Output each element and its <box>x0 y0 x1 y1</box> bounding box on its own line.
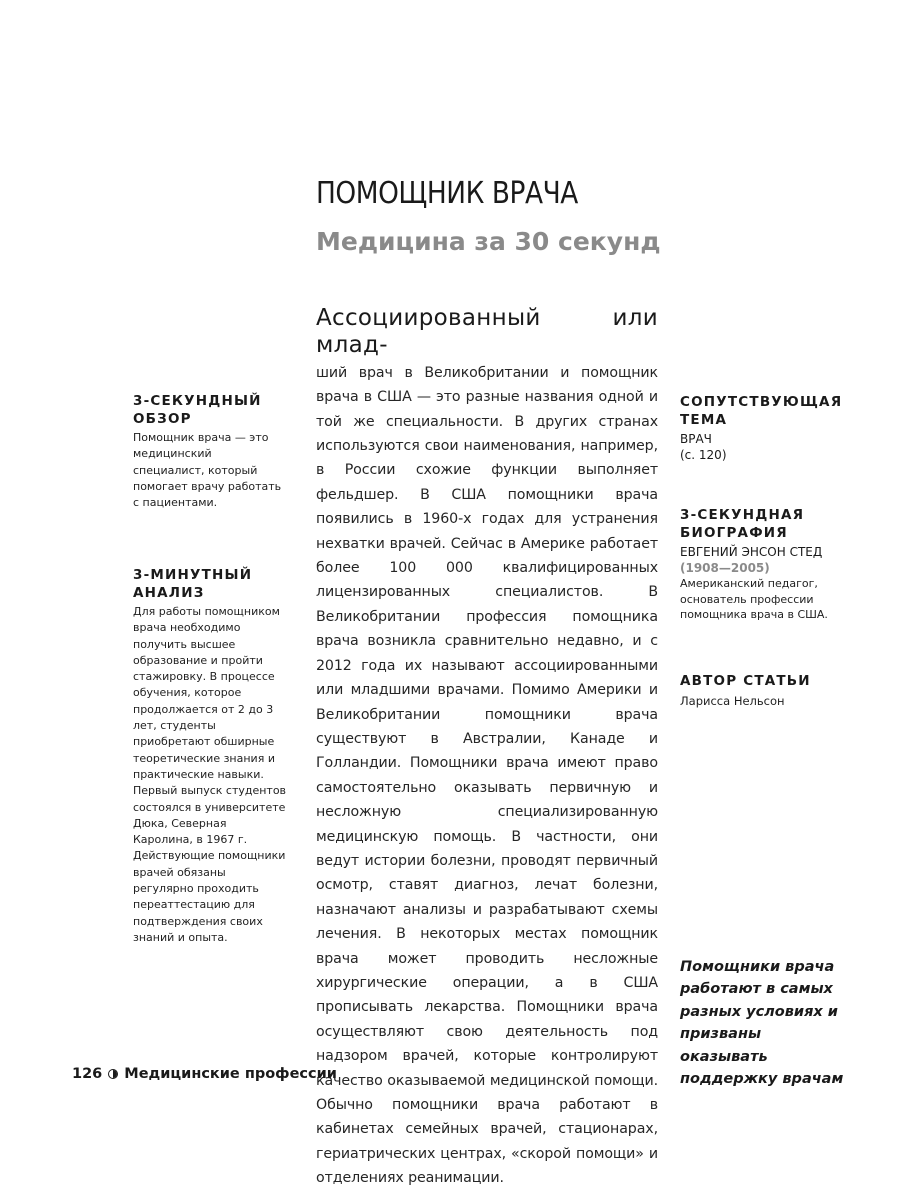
bio-text: Американский педагог, основатель профессии помощника врача в США. <box>680 577 828 621</box>
overview-section <box>133 392 283 511</box>
biography-section <box>680 506 865 623</box>
related-heading-line-2: ТЕМА <box>680 412 728 428</box>
main-article <box>316 306 658 1191</box>
half-circle-icon <box>108 1069 118 1079</box>
article-body: ший врач в Великобритании и помощник врача в США — это разные названия одной и той же специальности. В других странах используются свои наименования, например, в России схожие функции выполняет фельдшер. В США помощники врача появились в 1960-х годах для устранения нехватки врачей. Сейчас в Америке работает более 100 000 квалифицированных лицензированных специалистов. В Великобритании профессия помощника врача возникла сравнительно недавно, и с 2012 года их называют ассоциированными или младшими врачами. Помимо Америки и Великобритании помощники врача существуют в Австралии, Канаде и Голландии. Помощники врача имеют право самостоятельно оказывать первичную и несложную специализированную медицинскую помощь. В частности, они ведут истории болезни, проводят первичный осмотр, ставят диагноз, лечат болезни, назначают анализы и разрабатывают схемы лечения. В некоторых местах помощник врача может проводить несложные хирургические операции, а в США прописывать лекарства. Помощники врача осуществляют свою деятельность под надзором врачей, которые контролируют качество оказываемой медицинской помощи. Обычно помощники врача работают в кабинетах семейных врачей, стационарах, гериатрических центрах, «скорой помощи» и отделениях реанимации. <box>316 364 658 1187</box>
section-name: Медицинские профессии <box>124 1066 337 1082</box>
related-topic-section <box>680 393 860 463</box>
article-lead: Ассоциированный или млад- <box>316 305 658 359</box>
author-name: Ларисса Нельсон <box>680 694 785 708</box>
pull-quote: Помощники врача работают в самых разных условиях и призваны оказывать поддержку врачам <box>680 959 844 1088</box>
analysis-section <box>133 566 288 946</box>
author-section <box>680 672 860 709</box>
author-heading: АВТОР СТАТЬИ <box>680 673 811 689</box>
overview-heading-line-1: 3-СЕКУНДНЫЙ <box>133 393 262 409</box>
bio-years: (1908—2005) <box>680 561 770 575</box>
page-footer <box>72 1066 337 1082</box>
overview-text: Помощник врача — это медицинский специалист, который помогает врачу работать с пациентами. <box>133 431 282 510</box>
analysis-heading-line-1: 3-МИНУТНЫЙ <box>133 567 253 583</box>
related-page: (с. 120) <box>680 448 727 462</box>
page-subtitle: Медицина за 30 секунд <box>316 227 661 256</box>
page-title: ПОМОЩНИК ВРАЧА <box>316 176 578 211</box>
analysis-text: Для работы помощником врача необходимо получить высшее образование и пройти стажировку. В процессе обучения, которое продолжается от 2 до 3 лет, студенты приобретают обширные теоретические знания и практические навыки. Первый выпуск студентов состоялся в университете Дюка, Северная Каролина, в 1967 г. Действующие помощники врачей обязаны регулярно проходить переаттестацию для подтверждения своих знаний и опыта. <box>133 605 287 944</box>
related-heading-line-1: СОПУТСТВУЮЩАЯ <box>680 394 843 410</box>
related-item: ВРАЧ <box>680 432 712 446</box>
overview-heading-line-2: ОБЗОР <box>133 411 192 427</box>
bio-heading-line-1: 3-СЕКУНДНАЯ <box>680 507 805 523</box>
bio-heading-line-2: БИОГРАФИЯ <box>680 525 788 541</box>
bio-name: ЕВГЕНИЙ ЭНСОН СТЕД <box>680 545 823 559</box>
page-number: 126 <box>72 1066 103 1082</box>
analysis-heading-line-2: АНАЛИЗ <box>133 585 205 601</box>
